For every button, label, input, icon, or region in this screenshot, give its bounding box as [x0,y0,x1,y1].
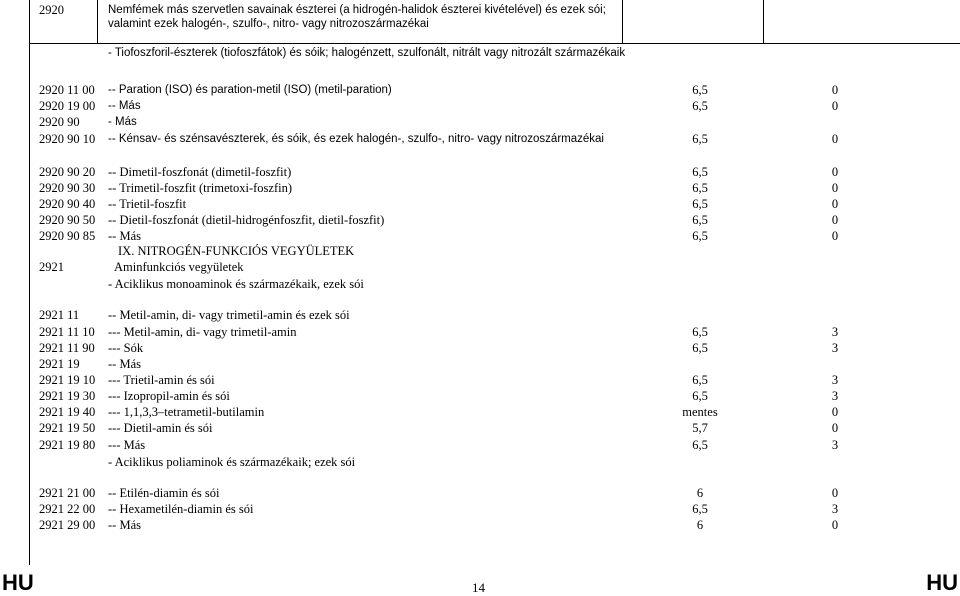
row-rate: 6,5 [692,197,708,211]
section-heading: Aminfunkciós vegyületek [114,260,244,274]
row-note: 3 [831,373,839,387]
page-number: 14 [472,580,485,595]
column-divider [97,0,98,43]
row-code: 2921 19 [39,357,80,371]
row-rate: 6,5 [692,132,708,146]
row-desc: --- 1,1,3,3–tetrametil-butilamin [108,405,265,419]
row-rate: 6,5 [692,229,708,243]
footer-hu-right: HU [926,570,958,595]
row-desc: -- Más [108,518,141,532]
row-code: 2920 90 10 [39,132,96,146]
row-note: 0 [831,165,839,179]
row-desc: - Aciklikus poliaminok és származékaik; ezek sói [108,455,356,469]
row-rate: 6,5 [692,99,708,113]
row-note: 0 [831,132,839,146]
row-desc: --- Sók [108,341,144,355]
row-note: 0 [831,99,839,113]
header-code: 2920 [39,3,64,17]
row-rate: 6,5 [692,341,708,355]
row-rate: 6 [696,518,704,532]
row-code: 2921 11 10 [39,325,95,339]
row-rate: 6,5 [692,438,708,452]
row-code: 2921 11 [39,308,80,322]
row-desc: --- Trietil-amin és sói [108,373,215,387]
row-code: 2921 19 10 [39,373,96,387]
section-title: IX. NITROGÉN-FUNKCIÓS VEGYÜLETEK [118,244,355,258]
row-note: 3 [831,502,839,516]
footer-hu-left: HU [2,570,34,595]
row-rate: mentes [682,405,718,419]
row-code: 2921 19 40 [39,405,96,419]
row-code: 2921 29 00 [39,518,96,532]
row-rate: 6,5 [692,83,708,97]
row-note: 0 [831,83,839,97]
row-code: 2921 22 00 [39,502,96,516]
row-note: 0 [831,197,839,211]
row-desc: -- Paration (ISO) és paration-metil (ISO) (metil-paration) [108,84,392,96]
header-divider [29,43,960,44]
row-note: 3 [831,325,839,339]
row-rate: 6,5 [692,165,708,179]
row-note: 0 [831,486,839,500]
row-desc: -- Trietil-foszfit [108,197,187,211]
row-note: 0 [831,405,839,419]
row-code: 2921 19 80 [39,438,96,452]
column-divider [763,0,764,43]
row-desc: -- Dimetil-foszfonát (dimetil-foszfit) [108,165,292,179]
row-desc: -- Etilén-diamin és sói [108,486,220,500]
row-code: 2920 90 85 [39,229,96,243]
row-desc: -- Hexametilén-diamin és sói [108,502,254,516]
row-note: 3 [831,341,839,355]
row-note: 0 [831,213,839,227]
row-desc: --- Más [108,438,146,452]
row-note: 0 [831,421,839,435]
row-code: 2920 90 50 [39,213,96,227]
row-rate: 6,5 [692,389,708,403]
row-desc: -- Dietil-foszfonát (dietil-hidrogénfoszfit, dietil-foszfit) [108,213,385,227]
row-desc: --- Dietil-amin és sói [108,421,213,435]
row-note: 0 [831,181,839,195]
row-rate: 6,5 [692,181,708,195]
row-desc: --- Izopropil-amin és sói [108,389,230,403]
row-rate: 6,5 [692,325,708,339]
row-code: 2921 19 50 [39,421,96,435]
row-code: 2920 19 00 [39,99,96,113]
row-code: 2920 90 30 [39,181,96,195]
row-code: 2921 21 00 [39,486,96,500]
row-rate: 5,7 [692,421,708,435]
row-note: 0 [831,518,839,532]
row-desc: - Más [108,116,137,128]
row-code: 2920 90 40 [39,197,96,211]
row-desc: -- Trimetil-foszfit (trimetoxi-foszfin) [108,181,292,195]
row-note: 3 [831,389,839,403]
column-divider [622,0,623,43]
header-description: Nemfémek más szervetlen savainak észterei (a hidrogén-halidok észterei kivételével) és ezek sói; valamint ezek halogén-, szulfo-, nitro- vagy nitrozoszármazékai [108,4,606,30]
row-rate: 6 [696,486,704,500]
row-code: 2921 19 30 [39,389,96,403]
row-desc: -- Más [108,229,141,243]
section-sub: - Aciklikus monoaminok és származékaik, ezek sói [108,277,364,291]
section-code: 2921 [39,260,64,274]
tiofoszforil-heading: - Tiofoszforil-észterek (tiofoszfátok) és sóik; halogénzett, szulfonált, nitrált vagy nitrozált származékaik [108,47,626,59]
row-code: 2921 11 90 [39,341,95,355]
row-desc: -- Más [108,357,141,371]
row-rate: 6,5 [692,502,708,516]
row-code: 2920 90 [39,115,80,129]
row-code: 2920 90 20 [39,165,96,179]
row-desc: -- Más [108,100,141,112]
row-rate: 6,5 [692,373,708,387]
row-code: 2920 11 00 [39,83,95,97]
row-desc: -- Kénsav- és szénsavészterek, és sóik, és ezek halogén-, szulfo-, nitro- vagy nitrozoszármazékai [108,133,604,145]
row-note: 0 [831,229,839,243]
row-desc: --- Metil-amin, di- vagy trimetil-amin [108,325,297,339]
row-desc: -- Metil-amin, di- vagy trimetil-amin és ezek sói [108,308,350,322]
row-rate: 6,5 [692,213,708,227]
row-note: 3 [831,438,839,452]
